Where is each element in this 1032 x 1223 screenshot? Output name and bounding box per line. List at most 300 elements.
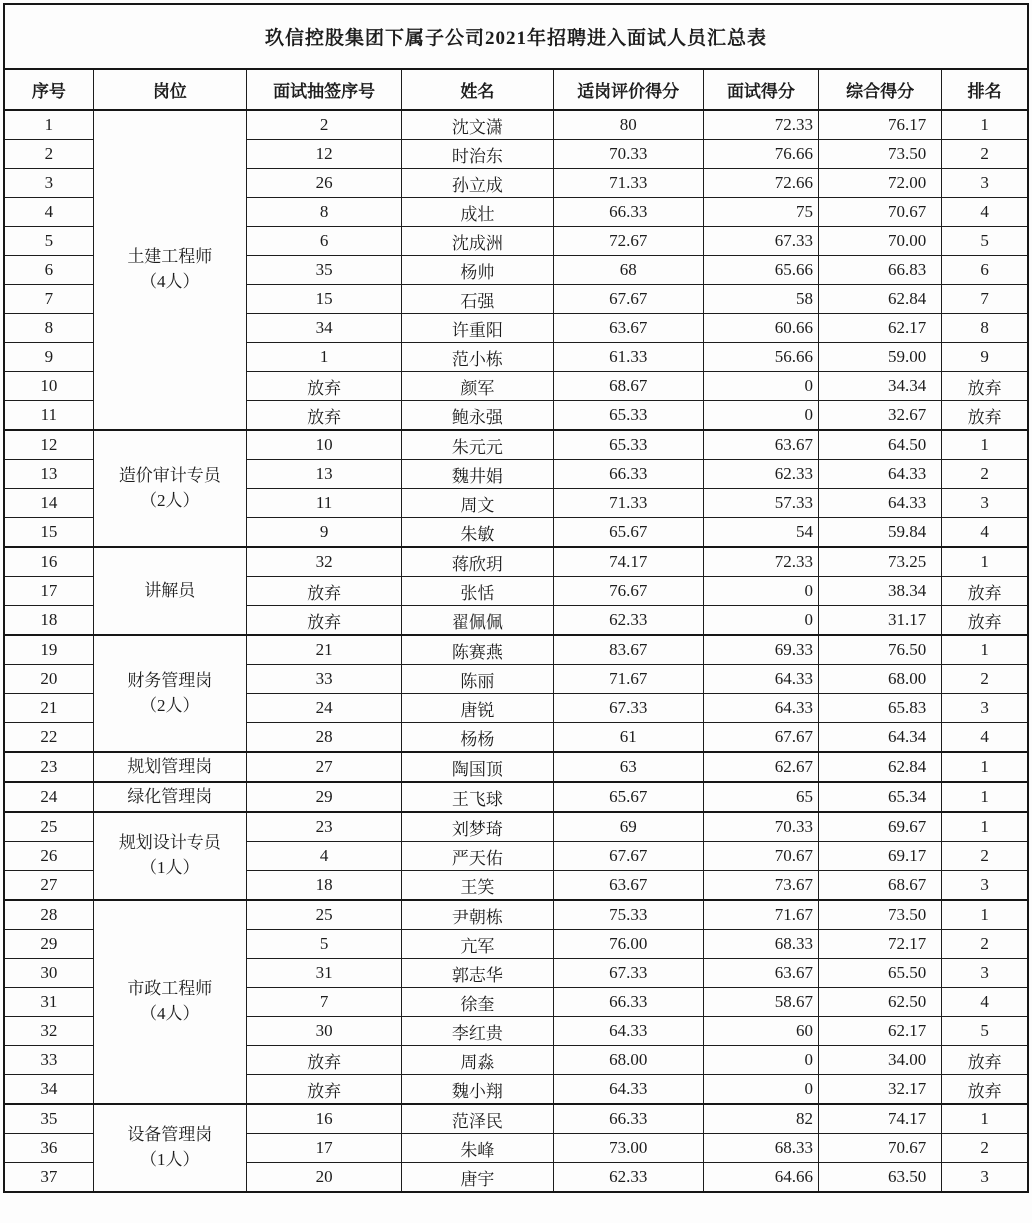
draw-number-cell: 4 [246, 842, 401, 871]
name-cell: 李红贵 [402, 1017, 553, 1046]
fit-score-cell: 83.67 [553, 635, 703, 665]
fit-score-cell: 73.00 [553, 1134, 703, 1163]
table-row [4, 635, 1028, 665]
interview-score-cell: 67.67 [703, 723, 818, 753]
row-number-cell: 14 [4, 489, 93, 518]
draw-number-cell: 25 [246, 900, 401, 930]
draw-number-cell: 35 [246, 256, 401, 285]
rank-cell: 1 [942, 430, 1028, 460]
row-number-cell: 15 [4, 518, 93, 548]
table-row [4, 547, 1028, 577]
draw-number-cell: 26 [246, 169, 401, 198]
interview-score-cell: 76.66 [703, 140, 818, 169]
rank-cell: 2 [942, 1134, 1028, 1163]
interview-score-cell: 75 [703, 198, 818, 227]
row-number-cell: 19 [4, 635, 93, 665]
rank-cell: 4 [942, 988, 1028, 1017]
title-row [4, 4, 1028, 69]
row-number-cell: 6 [4, 256, 93, 285]
fit-score-cell: 76.67 [553, 577, 703, 606]
draw-number-cell: 放弃 [246, 606, 401, 636]
row-number-cell: 18 [4, 606, 93, 636]
row-number-cell: 17 [4, 577, 93, 606]
position-headcount: （1人） [140, 858, 200, 877]
draw-number-cell: 30 [246, 1017, 401, 1046]
overall-score-cell: 76.17 [819, 110, 942, 140]
position-headcount: （4人） [140, 272, 200, 291]
draw-number-cell: 2 [246, 110, 401, 140]
column-header-row [4, 69, 1028, 110]
position-headcount: （4人） [140, 1004, 200, 1023]
draw-number-cell: 29 [246, 782, 401, 812]
row-number-cell: 28 [4, 900, 93, 930]
fit-score-cell: 80 [553, 110, 703, 140]
interview-roster-table [3, 3, 1029, 1193]
overall-score-cell: 62.84 [819, 285, 942, 314]
draw-number-cell: 31 [246, 959, 401, 988]
draw-number-cell: 11 [246, 489, 401, 518]
draw-number-cell: 放弃 [246, 401, 401, 431]
draw-number-cell: 34 [246, 314, 401, 343]
draw-number-cell: 24 [246, 694, 401, 723]
name-cell: 范小栋 [402, 343, 553, 372]
position-headcount: （2人） [140, 490, 200, 510]
fit-score-cell: 67.33 [553, 694, 703, 723]
rank-cell: 3 [942, 871, 1028, 901]
draw-number-cell: 21 [246, 635, 401, 665]
overall-score-cell: 69.67 [819, 812, 942, 842]
draw-number-cell: 16 [246, 1104, 401, 1134]
overall-score-cell: 70.00 [819, 227, 942, 256]
draw-number-cell: 32 [246, 547, 401, 577]
rank-cell: 1 [942, 900, 1028, 930]
table-row [4, 110, 1028, 140]
interview-score-cell: 0 [703, 372, 818, 401]
rank-cell: 放弃 [942, 372, 1028, 401]
interview-score-cell: 72.33 [703, 110, 818, 140]
table-row [4, 900, 1028, 930]
fit-score-cell: 66.33 [553, 988, 703, 1017]
interview-score-cell: 58.67 [703, 988, 818, 1017]
fit-score-cell: 76.00 [553, 930, 703, 959]
name-cell: 沈成洲 [402, 227, 553, 256]
draw-number-cell: 8 [246, 198, 401, 227]
overall-score-cell: 65.83 [819, 694, 942, 723]
column-header-overall: 综合得分 [819, 69, 942, 110]
rank-cell: 4 [942, 198, 1028, 227]
name-cell: 鲍永强 [402, 401, 553, 431]
fit-score-cell: 75.33 [553, 900, 703, 930]
draw-number-cell: 12 [246, 140, 401, 169]
rank-cell: 2 [942, 842, 1028, 871]
row-number-cell: 12 [4, 430, 93, 460]
table-row [4, 1104, 1028, 1134]
overall-score-cell: 73.50 [819, 900, 942, 930]
row-number-cell: 4 [4, 198, 93, 227]
draw-number-cell: 5 [246, 930, 401, 959]
fit-score-cell: 74.17 [553, 547, 703, 577]
rank-cell: 2 [942, 140, 1028, 169]
rank-cell: 4 [942, 518, 1028, 548]
fit-score-cell: 71.33 [553, 489, 703, 518]
name-cell: 陈丽 [402, 665, 553, 694]
interview-score-cell: 58 [703, 285, 818, 314]
interview-score-cell: 82 [703, 1104, 818, 1134]
position-cell [93, 812, 246, 900]
interview-score-cell: 54 [703, 518, 818, 548]
overall-score-cell: 68.67 [819, 871, 942, 901]
overall-score-cell: 32.67 [819, 401, 942, 431]
interview-score-cell: 60.66 [703, 314, 818, 343]
overall-score-cell: 32.17 [819, 1075, 942, 1105]
name-cell: 朱元元 [402, 430, 553, 460]
position-name: 市政工程师 [127, 979, 213, 999]
position-name: 造价审计专员 [118, 465, 221, 485]
interview-score-cell: 57.33 [703, 489, 818, 518]
rank-cell: 3 [942, 169, 1028, 198]
table-row [4, 430, 1028, 460]
fit-score-cell: 69 [553, 812, 703, 842]
interview-score-cell: 0 [703, 606, 818, 636]
overall-score-cell: 59.00 [819, 343, 942, 372]
fit-score-cell: 71.67 [553, 665, 703, 694]
fit-score-cell: 68.67 [553, 372, 703, 401]
rank-cell: 1 [942, 1104, 1028, 1134]
rank-cell: 3 [942, 489, 1028, 518]
overall-score-cell: 69.17 [819, 842, 942, 871]
position-cell [93, 110, 246, 430]
rank-cell: 1 [942, 812, 1028, 842]
name-cell: 唐宇 [402, 1163, 553, 1193]
overall-score-cell: 66.83 [819, 256, 942, 285]
row-number-cell: 31 [4, 988, 93, 1017]
name-cell: 蒋欣玥 [402, 547, 553, 577]
position-name: 规划管理岗 [127, 756, 213, 776]
row-number-cell: 22 [4, 723, 93, 753]
rank-cell: 1 [942, 752, 1028, 782]
interview-score-cell: 72.66 [703, 169, 818, 198]
name-cell: 范泽民 [402, 1104, 553, 1134]
position-cell [93, 635, 246, 752]
table-row [4, 812, 1028, 842]
name-cell: 时治东 [402, 140, 553, 169]
row-number-cell: 16 [4, 547, 93, 577]
position-name: 财务管理岗 [127, 670, 213, 690]
page-title: 玖信控股集团下属子公司2021年招聘进入面试人员汇总表 [4, 4, 1028, 69]
name-cell: 翟佩佩 [402, 606, 553, 636]
row-number-cell: 13 [4, 460, 93, 489]
column-header-name: 姓名 [402, 69, 553, 110]
row-number-cell: 35 [4, 1104, 93, 1134]
row-number-cell: 29 [4, 930, 93, 959]
draw-number-cell: 放弃 [246, 1075, 401, 1105]
row-number-cell: 26 [4, 842, 93, 871]
row-number-cell: 7 [4, 285, 93, 314]
overall-score-cell: 38.34 [819, 577, 942, 606]
overall-score-cell: 64.33 [819, 460, 942, 489]
column-header-interview: 面试得分 [703, 69, 818, 110]
overall-score-cell: 64.50 [819, 430, 942, 460]
roster-body [4, 110, 1028, 1192]
interview-score-cell: 64.66 [703, 1163, 818, 1193]
overall-score-cell: 64.34 [819, 723, 942, 753]
rank-cell: 4 [942, 723, 1028, 753]
fit-score-cell: 66.33 [553, 198, 703, 227]
row-number-cell: 36 [4, 1134, 93, 1163]
rank-cell: 1 [942, 547, 1028, 577]
interview-score-cell: 0 [703, 1046, 818, 1075]
interview-score-cell: 56.66 [703, 343, 818, 372]
position-cell [93, 782, 246, 812]
position-cell [93, 430, 246, 547]
rank-cell: 放弃 [942, 401, 1028, 431]
fit-score-cell: 68 [553, 256, 703, 285]
row-number-cell: 23 [4, 752, 93, 782]
name-cell: 杨帅 [402, 256, 553, 285]
fit-score-cell: 65.33 [553, 430, 703, 460]
draw-number-cell: 放弃 [246, 372, 401, 401]
interview-score-cell: 0 [703, 1075, 818, 1105]
interview-score-cell: 65.66 [703, 256, 818, 285]
draw-number-cell: 28 [246, 723, 401, 753]
overall-score-cell: 62.50 [819, 988, 942, 1017]
overall-score-cell: 64.33 [819, 489, 942, 518]
fit-score-cell: 67.67 [553, 285, 703, 314]
row-number-cell: 2 [4, 140, 93, 169]
column-header-no: 序号 [4, 69, 93, 110]
interview-score-cell: 71.67 [703, 900, 818, 930]
interview-score-cell: 70.33 [703, 812, 818, 842]
draw-number-cell: 9 [246, 518, 401, 548]
interview-score-cell: 73.67 [703, 871, 818, 901]
overall-score-cell: 59.84 [819, 518, 942, 548]
fit-score-cell: 61 [553, 723, 703, 753]
overall-score-cell: 34.34 [819, 372, 942, 401]
overall-score-cell: 74.17 [819, 1104, 942, 1134]
interview-score-cell: 69.33 [703, 635, 818, 665]
name-cell: 周文 [402, 489, 553, 518]
row-number-cell: 27 [4, 871, 93, 901]
name-cell: 石强 [402, 285, 553, 314]
rank-cell: 8 [942, 314, 1028, 343]
row-number-cell: 25 [4, 812, 93, 842]
rank-cell: 3 [942, 694, 1028, 723]
rank-cell: 2 [942, 665, 1028, 694]
overall-score-cell: 62.17 [819, 314, 942, 343]
rank-cell: 3 [942, 1163, 1028, 1193]
rank-cell: 5 [942, 227, 1028, 256]
row-number-cell: 11 [4, 401, 93, 431]
row-number-cell: 3 [4, 169, 93, 198]
name-cell: 亢军 [402, 930, 553, 959]
draw-number-cell: 15 [246, 285, 401, 314]
column-header-position: 岗位 [93, 69, 246, 110]
rank-cell: 6 [942, 256, 1028, 285]
overall-score-cell: 63.50 [819, 1163, 942, 1193]
draw-number-cell: 放弃 [246, 1046, 401, 1075]
fit-score-cell: 63.67 [553, 314, 703, 343]
interview-score-cell: 64.33 [703, 665, 818, 694]
interview-score-cell: 64.33 [703, 694, 818, 723]
position-name: 规划设计专员 [118, 833, 221, 853]
fit-score-cell: 67.67 [553, 842, 703, 871]
position-headcount: （2人） [140, 695, 200, 715]
name-cell: 徐奎 [402, 988, 553, 1017]
fit-score-cell: 66.33 [553, 460, 703, 489]
rank-cell: 放弃 [942, 606, 1028, 636]
draw-number-cell: 放弃 [246, 577, 401, 606]
draw-number-cell: 27 [246, 752, 401, 782]
name-cell: 陈赛燕 [402, 635, 553, 665]
overall-score-cell: 65.50 [819, 959, 942, 988]
name-cell: 杨杨 [402, 723, 553, 753]
interview-score-cell: 62.67 [703, 752, 818, 782]
name-cell: 刘梦琦 [402, 812, 553, 842]
rank-cell: 5 [942, 1017, 1028, 1046]
row-number-cell: 33 [4, 1046, 93, 1075]
position-name: 土建工程师 [127, 247, 213, 267]
name-cell: 许重阳 [402, 314, 553, 343]
rank-cell: 7 [942, 285, 1028, 314]
rank-cell: 2 [942, 460, 1028, 489]
draw-number-cell: 13 [246, 460, 401, 489]
position-name: 绿化管理岗 [127, 786, 213, 806]
name-cell: 朱峰 [402, 1134, 553, 1163]
overall-score-cell: 73.25 [819, 547, 942, 577]
name-cell: 颜军 [402, 372, 553, 401]
row-number-cell: 30 [4, 959, 93, 988]
fit-score-cell: 67.33 [553, 959, 703, 988]
position-cell [93, 900, 246, 1104]
position-cell [93, 752, 246, 782]
name-cell: 朱敏 [402, 518, 553, 548]
overall-score-cell: 76.50 [819, 635, 942, 665]
table-row [4, 782, 1028, 812]
overall-score-cell: 72.17 [819, 930, 942, 959]
row-number-cell: 5 [4, 227, 93, 256]
overall-score-cell: 68.00 [819, 665, 942, 694]
overall-score-cell: 73.50 [819, 140, 942, 169]
name-cell: 王笑 [402, 871, 553, 901]
interview-score-cell: 62.33 [703, 460, 818, 489]
position-name: 设备管理岗 [127, 1125, 213, 1145]
draw-number-cell: 6 [246, 227, 401, 256]
column-header-fit: 适岗评价得分 [553, 69, 703, 110]
fit-score-cell: 62.33 [553, 1163, 703, 1193]
name-cell: 魏井娟 [402, 460, 553, 489]
overall-score-cell: 62.84 [819, 752, 942, 782]
fit-score-cell: 71.33 [553, 169, 703, 198]
row-number-cell: 1 [4, 110, 93, 140]
overall-score-cell: 31.17 [819, 606, 942, 636]
row-number-cell: 20 [4, 665, 93, 694]
fit-score-cell: 64.33 [553, 1075, 703, 1105]
interview-score-cell: 60 [703, 1017, 818, 1046]
position-cell [93, 547, 246, 635]
fit-score-cell: 63 [553, 752, 703, 782]
rank-cell: 放弃 [942, 1046, 1028, 1075]
overall-score-cell: 70.67 [819, 1134, 942, 1163]
name-cell: 成壮 [402, 198, 553, 227]
fit-score-cell: 70.33 [553, 140, 703, 169]
fit-score-cell: 65.67 [553, 518, 703, 548]
interview-score-cell: 63.67 [703, 959, 818, 988]
draw-number-cell: 20 [246, 1163, 401, 1193]
fit-score-cell: 64.33 [553, 1017, 703, 1046]
fit-score-cell: 63.67 [553, 871, 703, 901]
fit-score-cell: 66.33 [553, 1104, 703, 1134]
name-cell: 陶国顶 [402, 752, 553, 782]
rank-cell: 9 [942, 343, 1028, 372]
draw-number-cell: 1 [246, 343, 401, 372]
position-headcount: （1人） [140, 1150, 200, 1169]
draw-number-cell: 10 [246, 430, 401, 460]
fit-score-cell: 65.33 [553, 401, 703, 431]
name-cell: 王飞球 [402, 782, 553, 812]
row-number-cell: 8 [4, 314, 93, 343]
name-cell: 孙立成 [402, 169, 553, 198]
row-number-cell: 21 [4, 694, 93, 723]
column-header-draw: 面试抽签序号 [246, 69, 401, 110]
row-number-cell: 32 [4, 1017, 93, 1046]
column-header-rank: 排名 [942, 69, 1028, 110]
interview-score-cell: 0 [703, 577, 818, 606]
rank-cell: 3 [942, 959, 1028, 988]
name-cell: 周淼 [402, 1046, 553, 1075]
interview-score-cell: 65 [703, 782, 818, 812]
position-name: 讲解员 [144, 580, 196, 600]
fit-score-cell: 61.33 [553, 343, 703, 372]
rank-cell: 1 [942, 110, 1028, 140]
draw-number-cell: 33 [246, 665, 401, 694]
interview-score-cell: 67.33 [703, 227, 818, 256]
interview-score-cell: 68.33 [703, 930, 818, 959]
name-cell: 郭志华 [402, 959, 553, 988]
row-number-cell: 37 [4, 1163, 93, 1193]
draw-number-cell: 7 [246, 988, 401, 1017]
interview-score-cell: 70.67 [703, 842, 818, 871]
name-cell: 唐锐 [402, 694, 553, 723]
row-number-cell: 9 [4, 343, 93, 372]
rank-cell: 放弃 [942, 1075, 1028, 1105]
overall-score-cell: 70.67 [819, 198, 942, 227]
interview-score-cell: 68.33 [703, 1134, 818, 1163]
fit-score-cell: 65.67 [553, 782, 703, 812]
fit-score-cell: 68.00 [553, 1046, 703, 1075]
interview-score-cell: 72.33 [703, 547, 818, 577]
name-cell: 严天佑 [402, 842, 553, 871]
name-cell: 尹朝栋 [402, 900, 553, 930]
name-cell: 魏小翔 [402, 1075, 553, 1105]
overall-score-cell: 34.00 [819, 1046, 942, 1075]
position-cell [93, 1104, 246, 1192]
interview-score-cell: 0 [703, 401, 818, 431]
draw-number-cell: 18 [246, 871, 401, 901]
name-cell: 张恬 [402, 577, 553, 606]
draw-number-cell: 17 [246, 1134, 401, 1163]
fit-score-cell: 62.33 [553, 606, 703, 636]
row-number-cell: 10 [4, 372, 93, 401]
table-row [4, 752, 1028, 782]
overall-score-cell: 62.17 [819, 1017, 942, 1046]
fit-score-cell: 72.67 [553, 227, 703, 256]
rank-cell: 1 [942, 635, 1028, 665]
row-number-cell: 34 [4, 1075, 93, 1105]
rank-cell: 2 [942, 930, 1028, 959]
row-number-cell: 24 [4, 782, 93, 812]
interview-score-cell: 63.67 [703, 430, 818, 460]
overall-score-cell: 72.00 [819, 169, 942, 198]
